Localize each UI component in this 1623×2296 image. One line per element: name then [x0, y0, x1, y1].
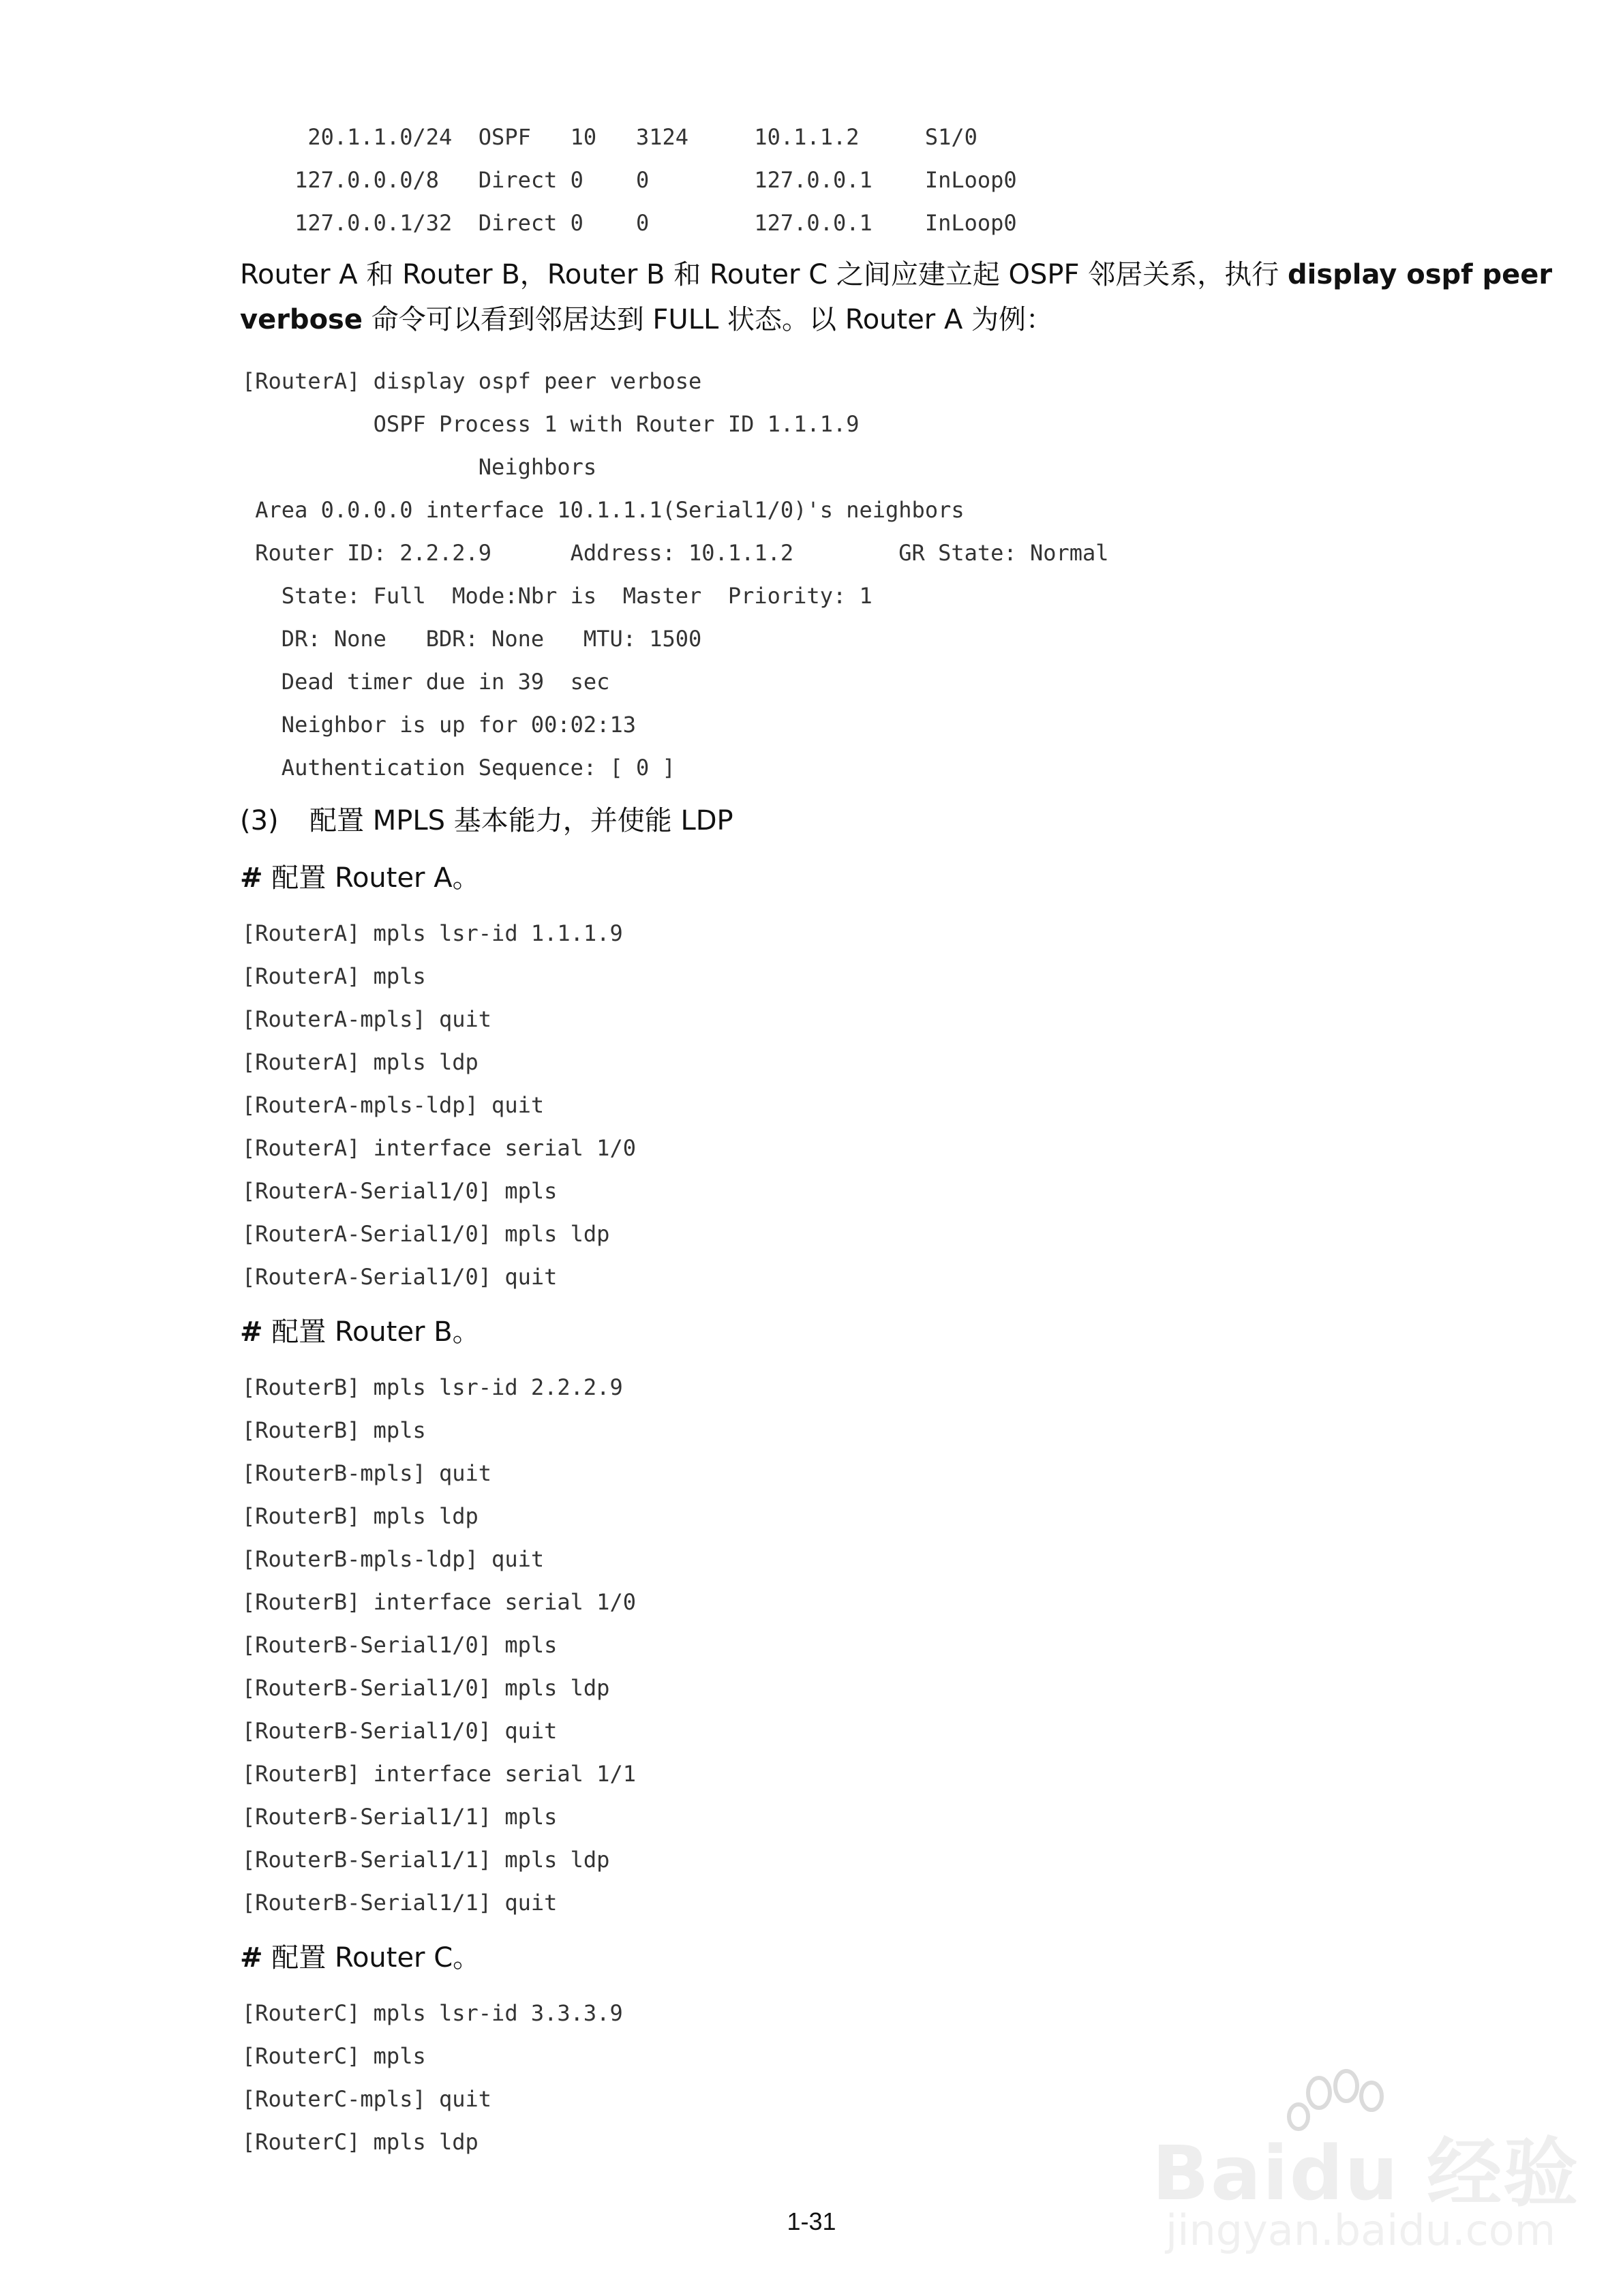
ospf-paragraph-line2: verbose 命令可以看到邻居达到 FULL 状态。以 Router A 为例： [240, 304, 1054, 335]
code-line: [RouterA] mpls ldp [242, 1049, 479, 1075]
code-line: [RouterB-Serial1/1] mpls [242, 1804, 558, 1830]
code-line: [RouterB] mpls ldp [242, 1503, 479, 1529]
code-line: Authentication Sequence: [ 0 ] [242, 755, 676, 781]
code-line: [RouterB-Serial1/1] quit [242, 1890, 558, 1916]
code-line: [RouterA-mpls-ldp] quit [242, 1092, 545, 1118]
code-line: [RouterA-Serial1/0] mpls [242, 1178, 558, 1204]
code-line: [RouterB] mpls lsr-id 2.2.2.9 [242, 1374, 623, 1400]
page-number: 1-31 [787, 2207, 836, 2235]
code-line: Neighbor is up for 00:02:13 [242, 712, 636, 738]
code-line: Router ID: 2.2.2.9 Address: 10.1.1.2 GR State: Normal [242, 540, 1109, 566]
code-line: OSPF Process 1 with Router ID 1.1.1.9 [242, 411, 860, 437]
route-line: 127.0.0.0/8 Direct 0 0 127.0.0.1 InLoop0 [242, 167, 1017, 193]
step-heading: (3) 配置 MPLS 基本能力，并使能 LDP [240, 805, 733, 836]
code-line: [RouterA-Serial1/0] mpls ldp [242, 1221, 610, 1247]
code-line: [RouterA] interface serial 1/0 [242, 1135, 636, 1161]
code-line: [RouterC] mpls lsr-id 3.3.3.9 [242, 2000, 623, 2026]
code-line: [RouterA] mpls lsr-id 1.1.1.9 [242, 920, 623, 946]
watermark-brand: Baidu 经验 [1152, 2130, 1580, 2217]
code-line: [RouterC-mpls] quit [242, 2086, 492, 2112]
code-line: DR: None BDR: None MTU: 1500 [242, 626, 702, 652]
ospf-paragraph-line1: Router A 和 Router B，Router B 和 Router C 之间应建立起 OSPF 邻居关系，执行 display ospf peer [240, 259, 1553, 290]
code-line: [RouterB-Serial1/0] mpls ldp [242, 1675, 610, 1701]
code-line: [RouterB-mpls-ldp] quit [242, 1546, 545, 1572]
code-line: [RouterB-Serial1/0] quit [242, 1718, 558, 1744]
route-line: 20.1.1.0/24 OSPF 10 3124 10.1.1.2 S1/0 [242, 124, 977, 150]
code-line: [RouterA] display ospf peer verbose [242, 368, 702, 394]
code-line: [RouterB] interface serial 1/1 [242, 1761, 636, 1787]
code-line: State: Full Mode:Nbr is Master Priority: 1 [242, 583, 873, 609]
code-line: [RouterB-Serial1/1] mpls ldp [242, 1847, 610, 1873]
router-a-heading: # 配置 Router A。 [240, 862, 480, 894]
code-line: Area 0.0.0.0 interface 10.1.1.1(Serial1/0)'s neighbors [242, 497, 965, 523]
code-line: [RouterB] mpls [242, 1417, 426, 1443]
code-line: Neighbors [242, 454, 597, 480]
watermark-url: jingyan.baidu.com [1166, 2205, 1556, 2255]
code-line: [RouterC] mpls [242, 2043, 426, 2069]
route-line: 127.0.0.1/32 Direct 0 0 127.0.0.1 InLoop0 [242, 210, 1017, 236]
code-line: [RouterC] mpls ldp [242, 2129, 479, 2155]
code-line: [RouterB] interface serial 1/0 [242, 1589, 636, 1615]
code-line: Dead timer due in 39 sec [242, 669, 610, 695]
router-c-heading: # 配置 Router C。 [240, 1942, 481, 1974]
code-line: [RouterA-mpls] quit [242, 1006, 492, 1032]
code-line: [RouterA-Serial1/0] quit [242, 1264, 558, 1290]
code-line: [RouterB-mpls] quit [242, 1460, 492, 1486]
baidu-jingyan-watermark [1152, 2066, 1580, 2263]
router-b-heading: # 配置 Router B。 [240, 1316, 480, 1348]
code-line: [RouterA] mpls [242, 963, 426, 989]
code-line: [RouterB-Serial1/0] mpls [242, 1632, 558, 1658]
